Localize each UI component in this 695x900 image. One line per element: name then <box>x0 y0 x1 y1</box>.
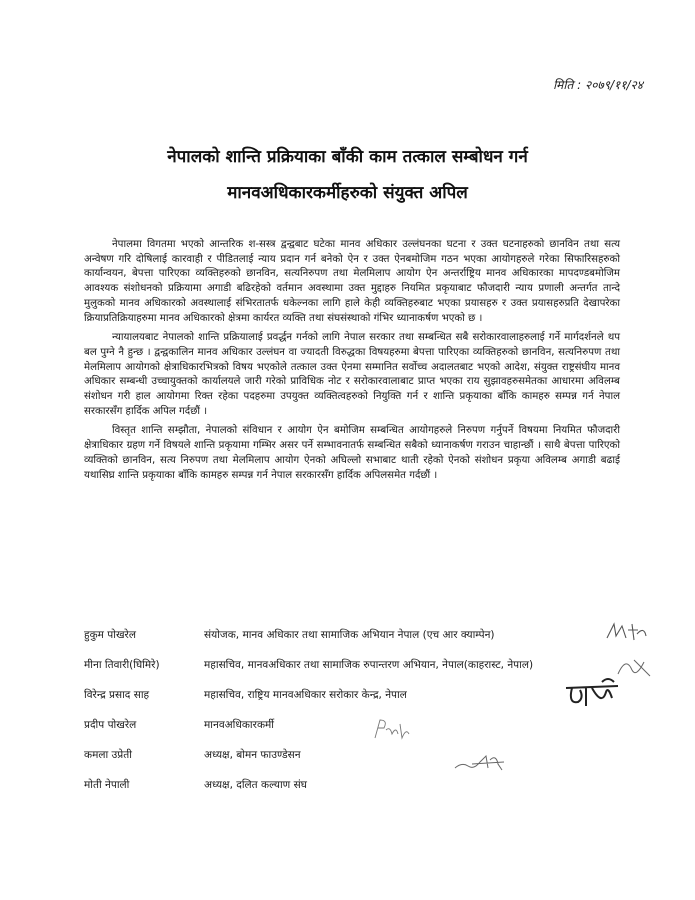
signatory-role: महासचिव, मानवअधिकार तथा सामाजिक रुपान्तरण अभियान, नेपाल(काहरास्ट, नेपाल) <box>204 659 534 671</box>
signatory-row <box>84 772 644 802</box>
document-title-line-1: नेपालको शान्ति प्रक्रियाका बाँकी काम तत्काल सम्बोधन गर्न <box>167 147 528 167</box>
signatory-role: अध्यक्ष, बोमन फाउण्डेसन <box>204 749 301 761</box>
signatory-row <box>84 652 644 682</box>
document-body <box>84 238 620 488</box>
signatory-role: संयोजक, मानव अधिकार तथा सामाजिक अभियान नेपाल (एच आर क्याम्पेन) <box>204 629 495 641</box>
signatories-list <box>84 622 644 802</box>
signatory-role: मानवअधिकारकर्मी <box>204 719 275 731</box>
signatory-name: हुकुम पोखरेल <box>84 629 136 641</box>
signatory-name: मोती नेपाली <box>84 779 130 791</box>
date-line: मिति : २०७९/११/२४ <box>553 78 643 92</box>
handwritten-signature <box>604 620 648 644</box>
signatory-row <box>84 622 644 652</box>
body-paragraph-2: न्यायालयबाट नेपालको शान्ति प्रक्रियालाई प्रवर्द्धन गर्नको लागि नेपाल सरकार तथा सम्बन्धित सबै सरोकारवालाहरुलाई गर्ने मार्गदर्शनले थप बल पुग्ने नै हुन्छ । द्वन्द्वकालिन मानव अधिकार उल्लंघन वा ज्यादती विरुद्धका विषयहरुमा बेपत्ता पारिएका व्यक्तिहरुको छानविन, सत्यनिरुपण तथा मेलमिलाप आयोगको क्षेत्राधिकारभित्रको विषय भएकोले तत्काल उक्त ऐनमा सम्मानित सर्वोच्च अदालतबाट भएको आदेश, संयुक्त राष्ट्रसंघीय मानव अधिकार सम्बन्धी उच्चायुक्तको कार्यालयले जारी गरेको प्राविधिक नोट र सरोकारवालाबाट प्राप्त भएका राय सुझावहरुसमेतका आधारमा अविलम्ब संशोधन गरी हाल आयोगमा रिक्त रहेका पदहरुमा उपयुक्त व्यक्तित्वहरुको नियुक्ति गर्न र शान्ति प्रकृयाका बाँकि कामहरु सम्पन्न गर्न नेपाल सरकारसँग हार्दिक अपिल गर्दछौं । <box>84 332 620 417</box>
signatory-role: महासचिव, राष्ट्रिय मानवअधिकार सरोकार केन्द्र, नेपाल <box>204 689 407 701</box>
body-paragraph-1: नेपालमा विगतमा भएको आन्तरिक श-सस्त्र द्वन्द्वबाट घटेका मानव अधिकार उल्लंघनका घटना र उक्त घटनाहरुको छानविन तथा सत्य अन्वेषण गरि दोषिलाई कारवाही र पीडितलाई न्याय प्रदान गर्न बनेको ऐन र उक्त ऐनबमोजिम गठन भएका आयोगहरुले गरेका सिफारिसहरुको कार्यान्वयन, बेपत्ता पारिएका व्यक्तिहरुको छानविन, सत्यनिरुपण तथा मेलमिलाप आयोग ऐन अन्तर्राष्ट्रिय मानव अधिकारका मापदण्डबमोजिम आवश्यक संशोधनको प्रक्रियामा अगाडी बढिरहेको वर्तमान अवस्थामा उक्त मुद्दाहरु नियमित प्रकृयाबाट फौजदारी न्याय प्रणाली अन्तर्गत तान्दे मुलुकको मानव अधिकारको अवस्थालाई संभिरतातर्फ धकेल्नका लागि हाले केही व्यक्तिहरुबाट भएका प्रयासहरु र उक्त प्रयासहरुप्रति देखापरेका क्रियाप्रतिक्रियाहरुमा मानव अधिकारको क्षेत्रमा कार्यरत व्यक्ति तथा संघसंस्थाको गंभिर ध्यानाकर्षण भएको छ । <box>84 239 620 324</box>
body-paragraph-3: विस्तृत शान्ति सम्झौता, नेपालको संविधान र आयोग ऐन बमोजिम सम्बन्धित आयोगहरुले निरुपण गर्नुपर्ने विषयमा नियमित फौजदारी क्षेत्राधिकार ग्रहण गर्ने विषयले शान्ति प्रकृयामा गम्भिर असर पर्ने सम्भावनातर्फ सम्बन्धित सबैको ध्यानाकर्षण गराउन चाहान्छौं । साथै बेपत्ता पारिएको व्यक्तिको छानविन, सत्य निरुपण तथा मेलमिलाप आयोग ऐनको अघिल्लो सभाबाट थाती रहेको ऐनको संशोधन प्रकृया अविलम्ब अगाडी बढाई यथासिघ्र शान्ति प्रकृयाका बाँकि कामहरु सम्पन्न गर्न नेपाल सरकारसँग हार्दिक अपिलसमेत गर्दछौं । <box>84 425 620 481</box>
signatory-name: कमला उप्रेती <box>84 749 132 761</box>
signatory-role: अध्यक्ष, दलित कल्याण संघ <box>204 779 307 791</box>
signatory-name: मीना तिवारी(घिमिरे) <box>84 659 160 671</box>
handwritten-signature <box>452 750 508 774</box>
document-title-line-2: मानवअधिकारकर्मीहरुको संयुक्त अपिल <box>227 183 468 203</box>
signatory-row <box>84 712 644 742</box>
signatory-row <box>84 682 644 712</box>
handwritten-signature <box>562 676 626 710</box>
handwritten-signature <box>372 716 412 744</box>
signatory-row <box>84 742 644 772</box>
signatory-name: विरेन्द्र प्रसाद साह <box>84 689 150 701</box>
signatory-name: प्रदीप पोखरेल <box>84 719 137 731</box>
